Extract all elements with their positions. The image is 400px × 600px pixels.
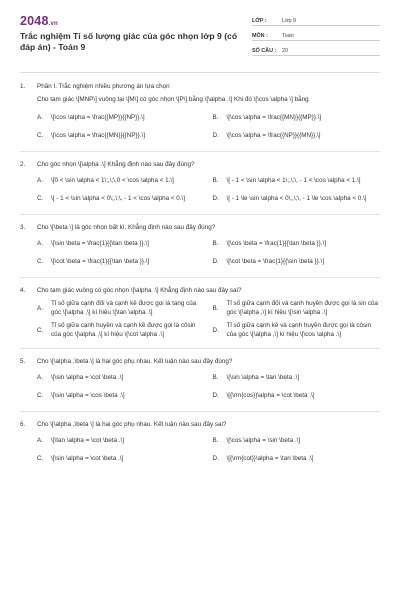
- document-title: Trắc nghiệm Tỉ số lượng giác của góc nhọn lớp 9 (có đáp án) - Toán 9: [20, 31, 238, 52]
- meta-row-subject: [252, 29, 380, 41]
- question-3: [20, 223, 380, 268]
- option-label: A.: [37, 436, 43, 444]
- option-c[interactable]: [37, 451, 205, 465]
- question-number: 2.: [20, 161, 26, 168]
- header-divider: [20, 72, 380, 73]
- option-text: \[\cos \beta = \frac{1}{{\tan \beta }}.\]: [226, 239, 327, 247]
- option-c[interactable]: [37, 191, 205, 205]
- option-text: \[\cos \alpha = \sin \beta .\]: [226, 436, 301, 444]
- option-label: B.: [212, 436, 219, 444]
- logo-main: 2048: [20, 14, 49, 28]
- question-divider: [20, 151, 380, 152]
- option-label: C.: [37, 257, 44, 265]
- option-text: \[\cos \alpha = \frac{{MP}}{{NP}}.\]: [51, 113, 145, 121]
- option-label: C.: [37, 131, 44, 139]
- option-d[interactable]: [213, 128, 381, 142]
- option-text: \[\sin \alpha = \tan \beta .\]: [226, 373, 300, 381]
- option-d[interactable]: [213, 388, 381, 402]
- question-text: Phần I. Trắc nghiệm nhiều phương án lựa chọn: [37, 83, 170, 90]
- option-label: A.: [37, 304, 43, 312]
- option-text: \[\sin \alpha = \cot \beta .\]: [51, 373, 124, 381]
- option-d[interactable]: [213, 321, 381, 339]
- options: [37, 173, 380, 205]
- option-a[interactable]: [37, 370, 205, 384]
- meta-key: LỚP :: [252, 18, 267, 24]
- question-1: [20, 82, 380, 142]
- option-label: D.: [212, 326, 219, 334]
- option-b[interactable]: [213, 110, 381, 124]
- question-2: [20, 160, 380, 205]
- option-a[interactable]: [37, 299, 205, 317]
- option-label: A.: [37, 239, 43, 247]
- option-text: \[\cos \alpha = \frac{{MN}}{{NP}}.\]: [51, 131, 145, 139]
- option-label: C.: [37, 326, 44, 334]
- meta-value: 20: [282, 48, 288, 54]
- option-label: C.: [37, 391, 44, 399]
- option-d[interactable]: [213, 191, 381, 205]
- option-d[interactable]: [213, 254, 381, 268]
- option-label: A.: [37, 176, 43, 184]
- option-label: D.: [212, 257, 219, 265]
- option-a[interactable]: [37, 173, 205, 187]
- question-stem: Cho tam giác \[MNP\] vuông tại \[M\] có góc nhọn \[P\] bằng \[\alpha .\] Khi đó \[\cos \alpha \] bằng: [37, 96, 309, 103]
- option-text: Tỉ số giữa cạnh huyền và cạnh kề được gọi là côsin của góc \[\alpha ,\] kí hiệu \[\cot \alpha .\]: [51, 322, 196, 338]
- option-a[interactable]: [37, 110, 205, 124]
- option-label: D.: [212, 131, 219, 139]
- option-text: \[0 < \sin \alpha < 1\;,\;\,0 < \cos \alpha < 1.\]: [51, 176, 174, 184]
- meta-row-count: [252, 44, 380, 56]
- options: [37, 433, 380, 465]
- question-text: Cho \[\alpha ,\beta \] là hai góc phụ nhau. Kết luận nào sau đây đúng?: [37, 358, 233, 365]
- option-label: A.: [37, 113, 43, 121]
- question-divider: [20, 348, 380, 349]
- meta-value: Toán: [282, 33, 294, 39]
- options: [37, 110, 380, 142]
- question-text: Cho \[\beta \] là góc nhọn bất kì. Khẳng định nào sau đây đúng?: [37, 224, 216, 231]
- question-number: 1.: [20, 83, 26, 90]
- options: [37, 236, 380, 268]
- meta-value: Lớp 9: [282, 18, 297, 24]
- option-text: \[{\rm{cos}}\alpha = \cot \beta .\]: [226, 391, 315, 399]
- option-label: D.: [212, 391, 219, 399]
- question-text: Cho \[\alpha ,\beta \] là hai góc phụ nhau. Kết luận nào sau đây sai?: [37, 421, 227, 428]
- question-6: [20, 420, 380, 465]
- option-label: C.: [37, 194, 44, 202]
- question-text: Cho góc nhọn \[\alpha .\] Khẳng định nào sau đây đúng?: [37, 161, 195, 168]
- option-label: B.: [212, 304, 219, 312]
- option-b[interactable]: [213, 370, 381, 384]
- question-divider: [20, 277, 380, 278]
- question-divider: [20, 411, 380, 412]
- option-text: \[\tan \alpha = \cot \beta .\]: [51, 436, 124, 444]
- question-number: 5.: [20, 358, 26, 365]
- option-text: \[\sin \alpha = \cot \beta .\]: [51, 454, 124, 462]
- option-c[interactable]: [37, 128, 205, 142]
- option-b[interactable]: [213, 236, 381, 250]
- question-4: [20, 286, 380, 339]
- option-text: \[\cos \alpha = \frac{{NP}}{{MN}}.\]: [226, 131, 321, 139]
- meta-key: SỐ CÂU :: [252, 48, 277, 54]
- option-a[interactable]: [37, 433, 205, 447]
- option-text: \[\cos \alpha = \frac{{MN}}{{MP}}.\]: [226, 113, 322, 121]
- meta-row-class: [252, 14, 380, 26]
- option-label: C.: [37, 454, 44, 462]
- option-text: Tỉ số giữa cạnh đối và cạnh kề được gọi là tang của góc \[\alpha ,\] kí hiệu \[\tan \alpha .\]: [51, 300, 197, 316]
- question-divider: [20, 214, 380, 215]
- option-b[interactable]: [213, 173, 381, 187]
- option-a[interactable]: [37, 236, 205, 250]
- option-c[interactable]: [37, 254, 205, 268]
- logo-suffix: .vn: [48, 21, 58, 27]
- options: [37, 299, 380, 339]
- option-text: \[\sin \beta = \frac{1}{{\tan \beta }}.\]: [51, 239, 149, 247]
- option-text: Tỉ số giữa cạnh đối và cạnh huyền được gọi là sin của góc \[\alpha ,\] kí hiệu \[\sin \alpha .\]: [226, 300, 379, 316]
- option-text: \[ - 1 \le \sin \alpha < 0\;,\;\, - 1 \le \cos \alpha < 0.\]: [226, 194, 367, 202]
- option-b[interactable]: [213, 299, 381, 317]
- option-text: \[\sin \alpha = \cos \beta .\]: [51, 391, 125, 399]
- option-c[interactable]: [37, 388, 205, 402]
- option-label: B.: [212, 239, 219, 247]
- option-label: B.: [212, 113, 219, 121]
- option-c[interactable]: [37, 321, 205, 339]
- option-d[interactable]: [213, 451, 381, 465]
- option-text: \[ - 1 < \sin \alpha < 0\;,\;\, - 1 < \cos \alpha < 0.\]: [51, 194, 186, 202]
- option-text: \[{\rm{cot}}\alpha = \tan \beta .\]: [226, 454, 314, 462]
- option-label: A.: [37, 373, 43, 381]
- option-b[interactable]: [213, 433, 381, 447]
- question-number: 3.: [20, 224, 26, 231]
- meta-key: MÔN :: [252, 33, 268, 39]
- question-5: [20, 357, 380, 402]
- question-number: 4.: [20, 287, 26, 294]
- option-label: B.: [212, 176, 219, 184]
- option-text: \[\cot \beta = \frac{1}{{\sin \beta }}.\]: [226, 257, 324, 265]
- site-logo[interactable]: [20, 14, 58, 28]
- option-label: D.: [212, 194, 219, 202]
- option-text: \[\cot \beta = \frac{1}{{\tan \beta }}.\]: [51, 257, 150, 265]
- question-list: [20, 82, 380, 465]
- option-label: D.: [212, 454, 219, 462]
- option-label: B.: [212, 373, 219, 381]
- meta-table: [252, 14, 380, 59]
- option-text: \[ - 1 < \sin \alpha < 1\;,\;\, - 1 < \cos \alpha < 1.\]: [226, 176, 361, 184]
- option-text: Tỉ số giữa cạnh kề và cạnh huyền được gọi là côsin của góc \[\alpha ,\] kí hiệu \[\cos \alpha .\]: [226, 322, 372, 338]
- question-number: 6.: [20, 421, 26, 428]
- question-text: Cho tam giác vuông có góc nhọn \[\alpha .\] Khẳng định nào sau đây sai?: [37, 287, 242, 294]
- options: [37, 370, 380, 402]
